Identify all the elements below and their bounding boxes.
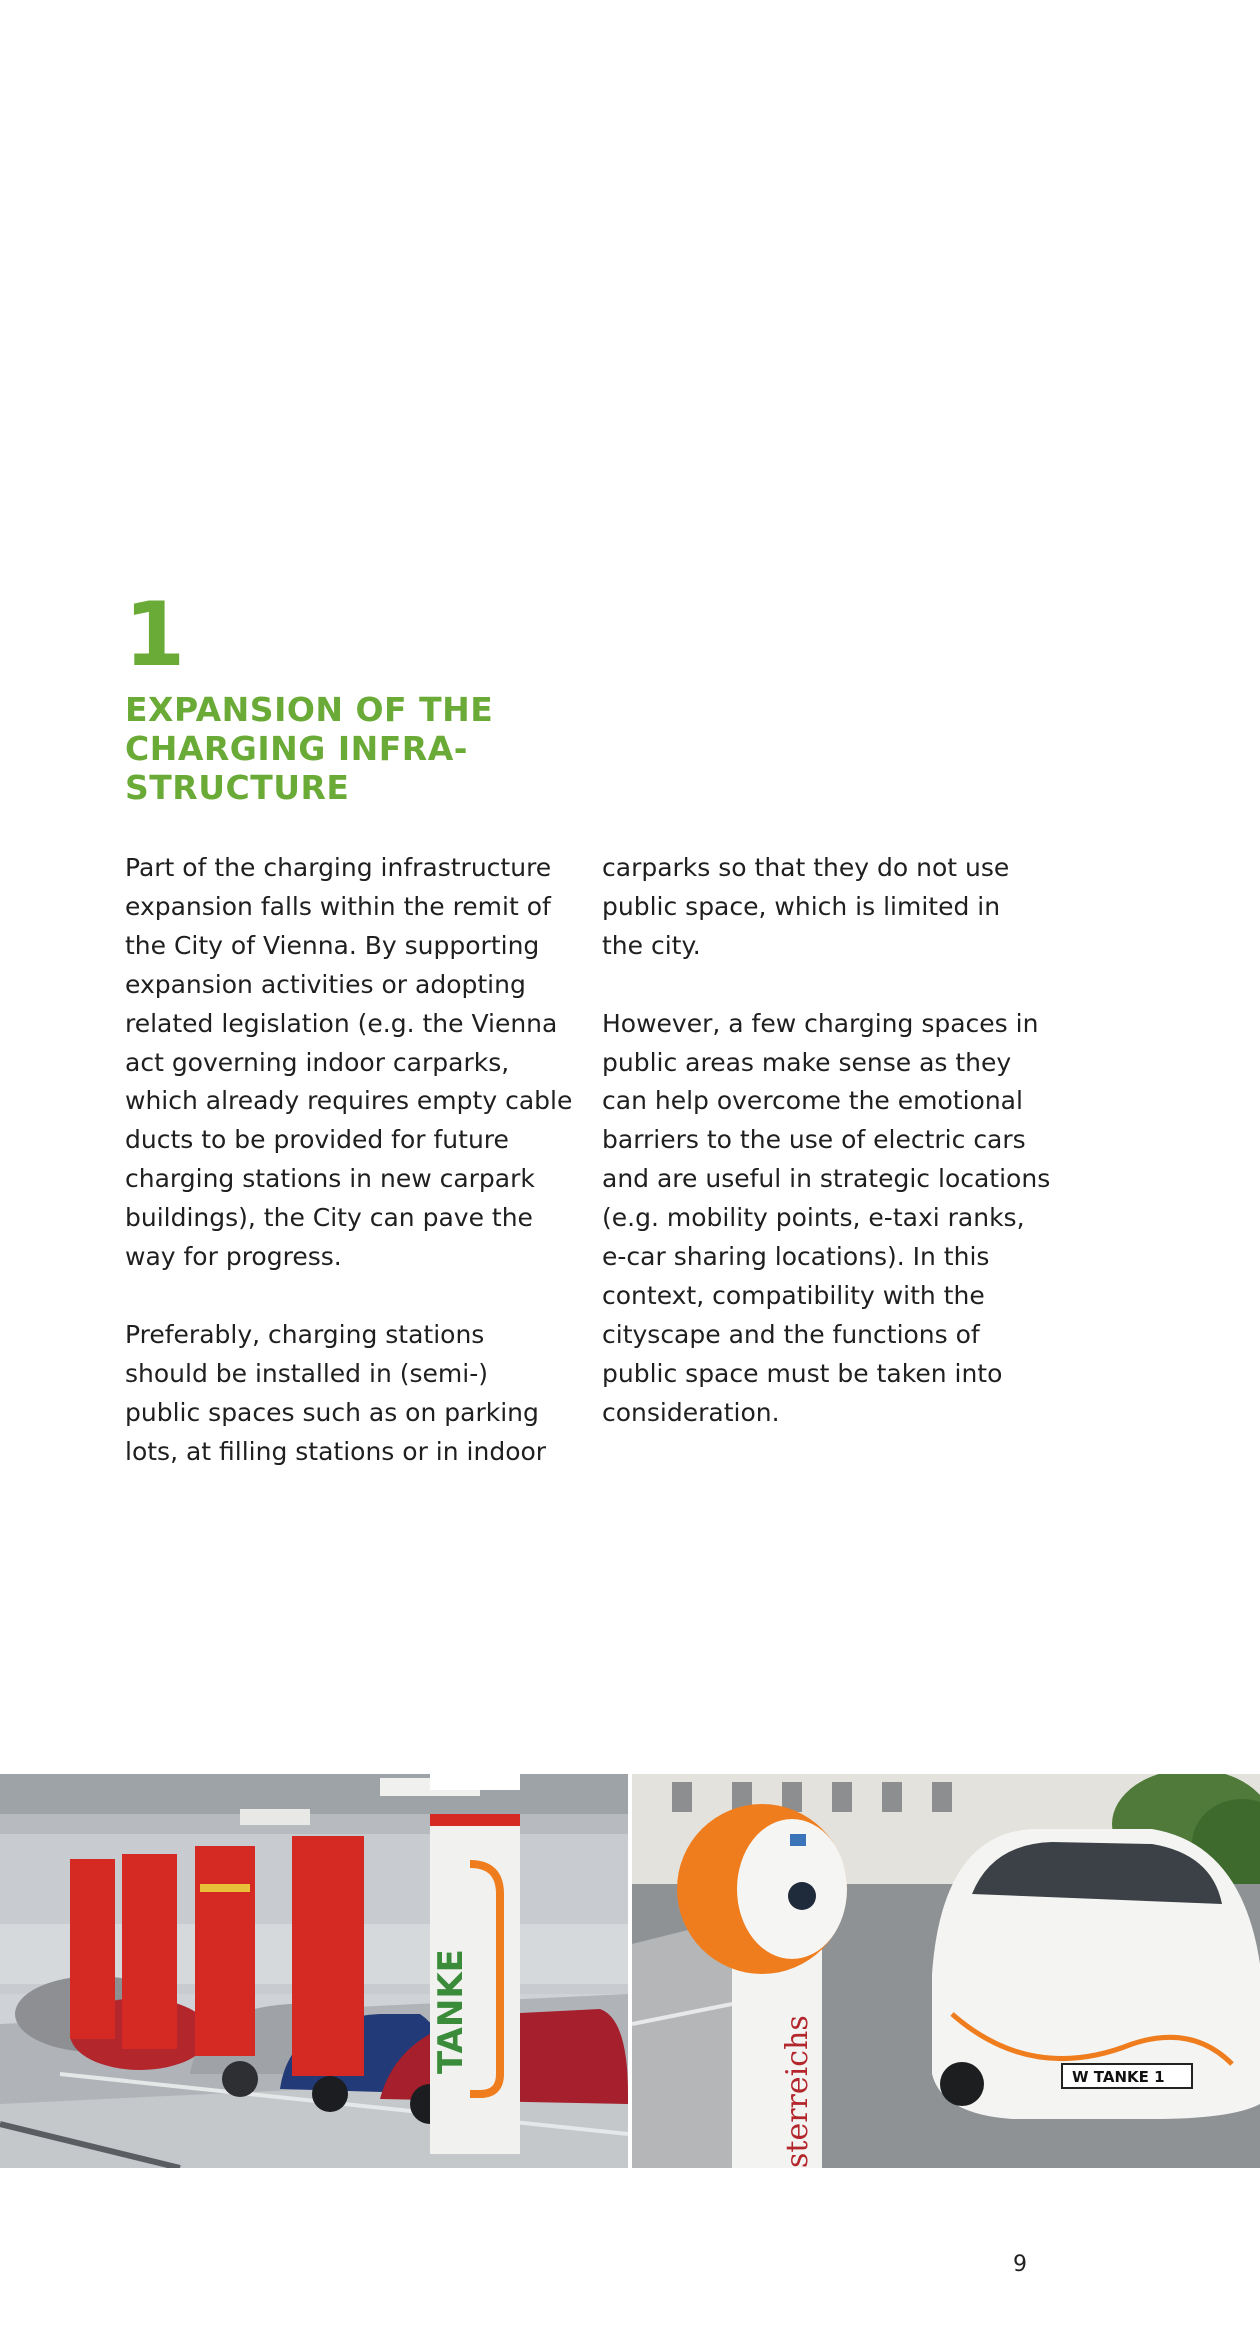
- text-line: public space, which is limited in: [602, 891, 1001, 921]
- text-line: act governing indoor carparks,: [125, 1047, 510, 1077]
- tanke-label: TANKE: [431, 1949, 471, 2074]
- page-number: 9: [1013, 2252, 1027, 2277]
- text-line: which already requires empty cable: [125, 1086, 573, 1116]
- text-line: cityscape and the functions of: [602, 1319, 980, 1349]
- text-line: However, a few charging spaces in: [602, 1008, 1039, 1038]
- text-line: barriers to the use of electric cars: [602, 1125, 1026, 1155]
- text-line: Preferably, charging stations: [125, 1319, 485, 1349]
- text-line: consideration.: [602, 1397, 780, 1427]
- paragraph: [125, 1316, 585, 1472]
- text-line: carparks so that they do not use: [602, 853, 1010, 882]
- text-line: expansion activities or adopting: [125, 969, 526, 999]
- text-line: can help overcome the emotional: [602, 1086, 1023, 1116]
- text-line: public spaces such as on parking: [125, 1397, 539, 1427]
- license-plate-text: W TANKE 1: [1072, 2068, 1165, 2086]
- street-charger-illustration: [632, 1774, 1260, 2168]
- text-line: expansion falls within the remit of: [125, 891, 551, 921]
- photo-indoor-carpark: [0, 1774, 628, 2168]
- text-line: charging stations in new carpark: [125, 1164, 535, 1194]
- text-line: public areas make sense as they: [602, 1047, 1012, 1077]
- text-line: e-car sharing locations). In this: [602, 1242, 990, 1272]
- text-line: buildings), the City can pave the: [125, 1203, 533, 1233]
- paragraph: [602, 1005, 1062, 1433]
- body-column-right: [602, 849, 1062, 1471]
- text-line: should be installed in (semi-): [125, 1358, 488, 1388]
- paragraph: [602, 849, 1062, 966]
- text-line: related legislation (e.g. the Vienna: [125, 1008, 558, 1038]
- text-line: and are useful in strategic locations: [602, 1164, 1051, 1194]
- text-line: (e.g. mobility points, e-taxi ranks,: [602, 1203, 1025, 1233]
- photo-street-charger: [632, 1774, 1260, 2168]
- text-line: the City of Vienna. By supporting: [125, 930, 540, 960]
- text-line: Part of the charging infrastructure: [125, 853, 552, 882]
- pole-text: sterreichs: [780, 2015, 815, 2168]
- body-column-left: [125, 849, 585, 1510]
- text-line: lots, at filling stations or in indoor: [125, 1436, 547, 1466]
- text-line: way for progress.: [125, 1242, 342, 1272]
- chapter-title: [125, 690, 585, 807]
- chapter-title-line: EXPANSION OF THE: [125, 690, 494, 729]
- indoor-carpark-illustration: [0, 1774, 628, 2168]
- text-line: the city.: [602, 930, 701, 960]
- chapter-number: 1: [124, 583, 186, 686]
- text-line: public space must be taken into: [602, 1358, 1003, 1388]
- chapter-title-line: CHARGING INFRA-: [125, 729, 468, 768]
- paragraph: [125, 849, 585, 1277]
- chapter-title-line: STRUCTURE: [125, 768, 350, 807]
- text-line: context, compatibility with the: [602, 1280, 985, 1310]
- text-line: ducts to be provided for future: [125, 1125, 509, 1155]
